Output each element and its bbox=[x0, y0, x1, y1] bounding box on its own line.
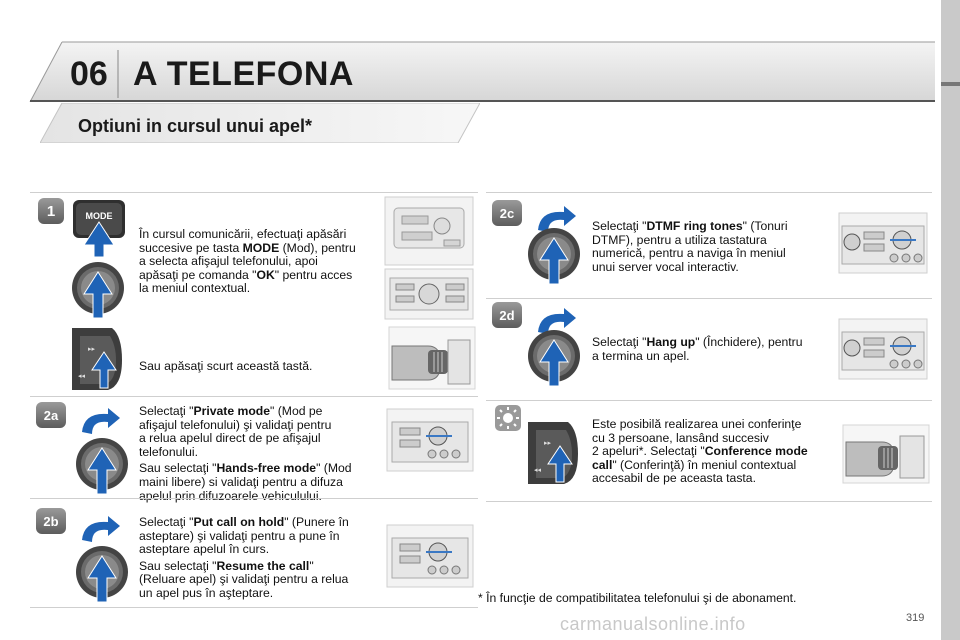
ok-knob-illustration bbox=[526, 328, 582, 390]
step2c-l2: DTMF), pentru a utiliza tastatura bbox=[592, 232, 767, 247]
chapter-title: A TELEFONA bbox=[133, 55, 354, 93]
step-badge-2c: 2c bbox=[492, 200, 522, 226]
step2b-p1-l3: asteptare apelul în curs. bbox=[139, 542, 270, 557]
chapter-header bbox=[0, 40, 935, 102]
step2d-hang-up: Hang up bbox=[646, 335, 696, 349]
stalk-control-illustration bbox=[842, 424, 930, 484]
step1-instructions bbox=[139, 228, 375, 296]
tip-l4-b: " (Conferinţă) în meniul contextual bbox=[612, 457, 797, 472]
step-badge-2d: 2d bbox=[492, 302, 522, 328]
step2c-l4: unui server vocal interactiv. bbox=[592, 259, 739, 274]
radio-unit-detail bbox=[384, 268, 474, 320]
step2a-p1-c: " (Mod pe bbox=[270, 404, 323, 418]
step2a-p2-l3: apelul prin difuzoarele vehiculului. bbox=[139, 488, 322, 503]
step1-line1: În cursul comunicării, efectuaţi apăsări bbox=[139, 227, 347, 241]
chapter-number: 06 bbox=[70, 55, 108, 93]
tip-call: call bbox=[592, 457, 613, 472]
tip-l5: accesabil de pe aceasta tasta. bbox=[592, 471, 756, 486]
step2d-l1-a: Selectaţi " bbox=[592, 335, 647, 349]
page-number: 319 bbox=[906, 612, 925, 624]
turn-arrow-icon bbox=[78, 514, 122, 544]
radio-unit-illustration bbox=[386, 408, 474, 472]
tip-instructions bbox=[592, 418, 830, 486]
step1-line2-a: succesive pe tasta bbox=[139, 240, 243, 255]
step2c-dtmf-ring-tones: DTMF ring tones bbox=[646, 219, 743, 233]
step2b-p1-c: " (Punere în bbox=[284, 515, 349, 529]
step2d-l1-c: " (Închidere), pentru bbox=[695, 335, 803, 349]
step-badge-1: 1 bbox=[38, 198, 64, 224]
step2b-resume-the-call: Resume the call bbox=[216, 558, 310, 573]
steering-stalk-illustration bbox=[520, 420, 580, 486]
step1-line5: la meniul contextual. bbox=[139, 281, 251, 296]
svg-text:◂◂: ◂◂ bbox=[78, 373, 86, 380]
step1-ok-key: OK bbox=[256, 267, 275, 282]
step2b-p2-c: " bbox=[309, 558, 314, 573]
section-title: Optiuni in cursul unui apel* bbox=[78, 116, 313, 136]
ok-knob-illustration bbox=[526, 226, 582, 288]
step2a-private-mode: Private mode bbox=[193, 404, 271, 418]
ok-knob-illustration bbox=[74, 544, 130, 606]
step2c-l1-a: Selectaţi " bbox=[592, 219, 647, 233]
step-badge-2a: 2a bbox=[36, 402, 66, 428]
step2a-instructions bbox=[139, 405, 375, 503]
tip-conference-mode: Conference mode bbox=[704, 444, 808, 459]
tip-l3-a: 2 apeluri*. Selectaţi " bbox=[592, 444, 705, 459]
step1-line4-a: apăsaţi pe comanda " bbox=[139, 267, 257, 282]
tip-l2: cu 3 persoane, lansând succesiv bbox=[592, 430, 769, 445]
step1-alternative: Sau apăsaţi scurt această tastă. bbox=[139, 359, 313, 373]
step2a-p1-l4: telefonului. bbox=[139, 444, 198, 459]
step2a-p2-l2: maini libere) si validaţi pentru a difuza bbox=[139, 474, 343, 489]
step2c-l1-c: " (Tonuri bbox=[742, 219, 788, 233]
step2a-p1-l3: a relua apelul direct de pe afişajul bbox=[139, 431, 321, 446]
radio-unit-illustration bbox=[838, 212, 928, 274]
svg-text:◂◂: ◂◂ bbox=[534, 467, 542, 474]
step2a-hands-free-mode: Hands-free mode bbox=[216, 461, 317, 476]
step1-mode-key: MODE bbox=[242, 240, 280, 255]
footnote: * În funcţie de compatibilitatea telefonului şi de abonament. bbox=[478, 591, 797, 605]
svg-text:▸▸: ▸▸ bbox=[544, 440, 552, 447]
tip-l1: Este posibilă realizarea unei conferinţe bbox=[592, 417, 802, 431]
step2d-l2: a termina un apel. bbox=[592, 348, 690, 363]
radio-unit-illustration bbox=[838, 318, 928, 380]
radio-unit-illustration bbox=[384, 196, 474, 266]
turn-arrow-icon bbox=[78, 406, 122, 436]
step1-line3: a selecta afişajul telefonului, apoi bbox=[139, 254, 318, 269]
step2b-put-call-on-hold: Put call on hold bbox=[193, 515, 285, 529]
step2b-p1-a: Selectaţi " bbox=[139, 515, 194, 529]
mode-button-illustration bbox=[70, 197, 130, 259]
step-badge-2b: 2b bbox=[36, 508, 66, 534]
step2c-l3: numerică, pentru a naviga în meniul bbox=[592, 246, 786, 261]
step2b-p2-l3: un apel pus în aşteptare. bbox=[139, 585, 274, 600]
step2b-instructions bbox=[139, 516, 375, 601]
step2c-instructions bbox=[592, 220, 828, 274]
radio-unit-illustration bbox=[386, 524, 474, 588]
step2a-p1-l2: afişajul telefonului) şi validaţi pentru bbox=[139, 417, 332, 432]
watermark: carmanualsonline.info bbox=[560, 614, 746, 634]
step2b-p2-a: Sau selectaţi " bbox=[139, 558, 217, 573]
tip-sun-icon bbox=[494, 404, 522, 432]
ok-knob-illustration bbox=[74, 436, 130, 498]
side-tab-marker bbox=[941, 82, 960, 86]
svg-text:▸▸: ▸▸ bbox=[88, 346, 96, 353]
steering-stalk-illustration bbox=[64, 326, 124, 392]
step2a-p1-a: Selectaţi " bbox=[139, 404, 194, 418]
step2d-instructions bbox=[592, 336, 828, 363]
step1-line2-c: (Mod), pentru bbox=[279, 240, 356, 255]
stalk-control-illustration bbox=[388, 326, 476, 390]
side-tab-strip bbox=[941, 0, 960, 640]
step1-line4-c: " pentru acces bbox=[274, 267, 353, 282]
mode-key-label: MODE bbox=[85, 211, 113, 221]
step2b-p2-l2: (Reluare apel) şi validaţi pentru a relua bbox=[139, 572, 349, 587]
step2a-p2-c: " (Mod bbox=[316, 461, 352, 476]
step2b-p1-l2: asteptare) şi validaţi pentru a pune în bbox=[139, 528, 340, 543]
step2a-p2-a: Sau selectaţi " bbox=[139, 461, 217, 476]
ok-knob-illustration bbox=[70, 260, 126, 322]
